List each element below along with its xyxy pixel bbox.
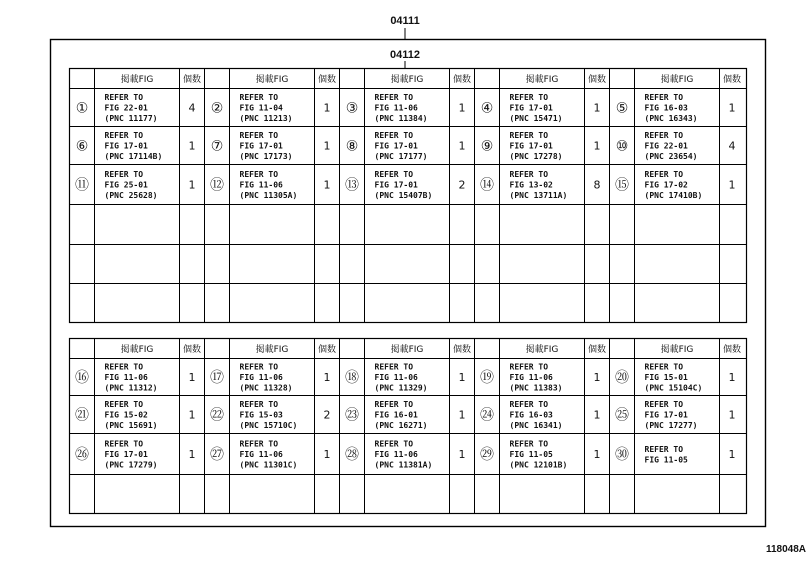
entry-reference-line: REFER TO bbox=[509, 170, 549, 179]
entry-reference-line: (PNC 16341) bbox=[509, 421, 563, 430]
entry-reference-line: (PNC 25628) bbox=[104, 191, 158, 200]
entry-number: ㉓ bbox=[345, 407, 359, 424]
entry-number: ⑮ bbox=[615, 177, 629, 194]
header-qty-label: 個数 bbox=[722, 345, 742, 355]
entry-reference-line: FIG 11-05 bbox=[509, 450, 553, 459]
entry-quantity: 1 bbox=[458, 371, 466, 384]
entry-quantity: 2 bbox=[458, 178, 466, 192]
entry-reference-line: REFER TO bbox=[239, 439, 279, 449]
entry-reference-line: FIG 15-02 bbox=[104, 410, 148, 420]
entry-reference-line: REFER TO bbox=[644, 93, 684, 102]
header-qty-label: 個数 bbox=[182, 75, 202, 85]
table-entry bbox=[346, 93, 466, 123]
entry-reference-line: (PNC 23654) bbox=[644, 152, 698, 161]
entry-number: ⑨ bbox=[480, 138, 494, 155]
table-entry bbox=[480, 363, 601, 393]
entry-reference-line: FIG 17-01 bbox=[374, 180, 418, 190]
table-entry bbox=[616, 131, 736, 161]
entry-quantity: 1 bbox=[593, 101, 601, 115]
entry-reference-line: FIG 11-06 bbox=[374, 373, 418, 382]
table-entry bbox=[480, 170, 601, 200]
tables-layer bbox=[70, 69, 747, 514]
entry-reference-line: FIG 22-01 bbox=[104, 103, 148, 113]
entry-quantity: 1 bbox=[458, 139, 466, 153]
entry-number: ⑬ bbox=[345, 177, 359, 194]
entry-reference-line: (PNC 15691) bbox=[104, 421, 158, 430]
entry-quantity: 1 bbox=[593, 408, 601, 422]
entry-number: ⑳ bbox=[615, 370, 629, 386]
entry-number: ⑭ bbox=[480, 177, 494, 194]
header-qty-label: 個数 bbox=[587, 345, 607, 355]
entry-number: ㉕ bbox=[615, 407, 629, 424]
entry-number: ㉖ bbox=[75, 447, 89, 463]
entry-quantity: 1 bbox=[728, 101, 736, 115]
entry-reference-line: (PNC 17277) bbox=[644, 421, 698, 430]
header-fig-label: 掲載FIG bbox=[255, 345, 289, 355]
table-entry bbox=[210, 170, 331, 200]
entry-reference-line: (PNC 11328) bbox=[239, 383, 293, 393]
entry-reference-line: REFER TO bbox=[239, 93, 279, 102]
entry-reference-line: (PNC 12101B) bbox=[509, 460, 568, 470]
entry-reference-line: FIG 17-01 bbox=[509, 103, 553, 113]
table-entry bbox=[480, 440, 601, 470]
entry-reference-line: FIG 25-01 bbox=[104, 180, 148, 190]
entry-number: ⑰ bbox=[210, 370, 224, 386]
entry-quantity: 1 bbox=[728, 408, 736, 422]
table-entry bbox=[481, 131, 601, 161]
header-qty-label: 個数 bbox=[587, 75, 607, 85]
table-entry bbox=[76, 131, 196, 161]
table-entry bbox=[75, 363, 196, 393]
entry-number: ⑯ bbox=[75, 370, 89, 386]
table-entry bbox=[210, 400, 331, 430]
header-qty-label: 個数 bbox=[317, 75, 337, 85]
entry-quantity: 1 bbox=[593, 371, 601, 384]
entry-reference-line: FIG 11-06 bbox=[509, 373, 553, 382]
entry-reference-line: (PNC 17279) bbox=[104, 460, 158, 470]
entry-reference-line: REFER TO bbox=[374, 400, 414, 409]
header-fig-label: 掲載FIG bbox=[660, 75, 694, 85]
table-entry bbox=[346, 131, 466, 161]
table-entry bbox=[345, 440, 466, 470]
entry-reference-line: FIG 11-06 bbox=[239, 180, 283, 190]
entry-quantity: 1 bbox=[728, 178, 736, 192]
entry-quantity: 1 bbox=[458, 408, 466, 422]
entry-quantity: 1 bbox=[188, 178, 196, 192]
entry-reference-line: REFER TO bbox=[374, 93, 414, 102]
entry-reference-line: FIG 17-01 bbox=[374, 141, 418, 151]
parts-table-1 bbox=[70, 69, 747, 323]
entry-reference-line: REFER TO bbox=[644, 400, 684, 409]
entry-number: ㉔ bbox=[480, 407, 494, 424]
entry-reference-line: REFER TO bbox=[509, 362, 549, 372]
entry-reference-line: FIG 16-01 bbox=[374, 410, 418, 420]
entry-reference-line: REFER TO bbox=[644, 170, 684, 179]
entry-quantity: 1 bbox=[728, 448, 736, 461]
entry-reference-line: FIG 11-06 bbox=[239, 373, 283, 382]
entry-reference-line: FIG 13-02 bbox=[509, 180, 553, 190]
entry-reference-line: REFER TO bbox=[239, 362, 279, 372]
entry-reference-line: FIG 15-01 bbox=[644, 373, 688, 382]
entry-reference-line: REFER TO bbox=[104, 170, 144, 179]
entry-number: ㉘ bbox=[345, 447, 359, 463]
illustration-id: 118048A bbox=[765, 544, 806, 555]
entry-reference-line: (PNC 17410B) bbox=[644, 191, 703, 200]
entry-reference-line: FIG 17-01 bbox=[104, 450, 148, 459]
entry-quantity: 1 bbox=[188, 408, 196, 422]
entry-number: ⑱ bbox=[345, 370, 359, 386]
header-qty-label: 個数 bbox=[317, 345, 337, 355]
entry-reference-line: (PNC 11177) bbox=[104, 114, 158, 123]
table-entry bbox=[75, 400, 196, 430]
entry-reference-line: FIG 11-06 bbox=[374, 103, 418, 113]
entry-quantity: 8 bbox=[593, 178, 601, 192]
entry-reference-line: (PNC 11305A) bbox=[239, 191, 298, 200]
table-entry bbox=[615, 170, 736, 200]
entry-reference-line: FIG 17-01 bbox=[509, 141, 553, 151]
header-fig-label: 掲載FIG bbox=[120, 75, 154, 85]
entry-number: ㉗ bbox=[210, 447, 224, 463]
entry-number: ⑥ bbox=[75, 138, 89, 155]
entry-reference-line: REFER TO bbox=[644, 131, 684, 140]
entry-reference-line: REFER TO bbox=[104, 400, 144, 409]
entry-reference-line: (PNC 16271) bbox=[374, 421, 428, 430]
entry-number: ⑤ bbox=[615, 100, 629, 117]
entry-reference-line: FIG 17-02 bbox=[644, 180, 688, 190]
entry-reference-line: (PNC 11383) bbox=[509, 383, 563, 393]
entry-number: ⑪ bbox=[75, 177, 89, 194]
entry-number: ㉚ bbox=[615, 447, 629, 463]
entry-reference-line: FIG 16-03 bbox=[644, 103, 688, 113]
entry-reference-line: REFER TO bbox=[239, 131, 279, 140]
entry-number: ④ bbox=[480, 100, 494, 117]
header-fig-label: 掲載FIG bbox=[255, 75, 289, 85]
entry-reference-line: (PNC 15471) bbox=[509, 114, 563, 123]
entry-reference-line: (PNC 17173) bbox=[239, 152, 293, 161]
table-entry bbox=[75, 170, 196, 200]
parts-table-2 bbox=[70, 339, 747, 514]
entry-reference-line: REFER TO bbox=[374, 131, 414, 140]
entry-reference-line: REFER TO bbox=[509, 131, 549, 140]
header-fig-label: 掲載FIG bbox=[525, 345, 559, 355]
entry-quantity: 4 bbox=[188, 101, 196, 115]
entry-reference-line: FIG 11-06 bbox=[104, 373, 148, 382]
entry-reference-line: FIG 17-01 bbox=[239, 141, 283, 151]
entry-reference-line: FIG 15-03 bbox=[239, 410, 283, 420]
header-fig-label: 掲載FIG bbox=[390, 75, 424, 85]
entry-reference-line: FIG 17-01 bbox=[104, 141, 148, 151]
entry-reference-line: REFER TO bbox=[104, 439, 144, 449]
header-fig-label: 掲載FIG bbox=[120, 345, 154, 355]
entry-reference-line: (PNC 13711A) bbox=[509, 191, 568, 200]
table-entry bbox=[345, 363, 466, 393]
table-entry bbox=[210, 363, 331, 393]
entry-reference-line: REFER TO bbox=[509, 93, 549, 102]
entry-number: ⑦ bbox=[210, 138, 224, 155]
entry-number: ㉙ bbox=[480, 447, 494, 463]
table-entry bbox=[345, 170, 466, 200]
entry-quantity: 1 bbox=[188, 448, 196, 461]
entry-reference-line: REFER TO bbox=[644, 444, 684, 454]
entry-quantity: 1 bbox=[323, 448, 331, 461]
entry-reference-line: (PNC 16343) bbox=[644, 114, 698, 123]
table-entry bbox=[211, 131, 331, 161]
entry-number: ① bbox=[75, 100, 89, 117]
entry-reference-line: FIG 16-03 bbox=[509, 410, 553, 420]
entry-quantity: 4 bbox=[728, 139, 736, 153]
entry-reference-line: REFER TO bbox=[104, 93, 144, 102]
table-entry bbox=[345, 400, 466, 430]
table-entry bbox=[210, 440, 331, 470]
entry-reference-line: FIG 11-06 bbox=[374, 450, 418, 459]
entry-reference-line: (PNC 11384) bbox=[374, 114, 428, 123]
entry-quantity: 1 bbox=[323, 371, 331, 384]
entry-quantity: 2 bbox=[323, 408, 331, 422]
entry-quantity: 1 bbox=[323, 139, 331, 153]
entry-reference-line: (PNC 17177) bbox=[374, 152, 428, 161]
entry-reference-line: FIG 11-05 bbox=[644, 455, 688, 465]
entry-number: ⑩ bbox=[615, 138, 629, 155]
entry-reference-line: (PNC 17278) bbox=[509, 152, 563, 161]
entry-reference-line: REFER TO bbox=[104, 131, 144, 140]
header-fig-label: 掲載FIG bbox=[390, 345, 424, 355]
entry-quantity: 1 bbox=[458, 101, 466, 115]
entry-quantity: 1 bbox=[188, 139, 196, 153]
entry-quantity: 1 bbox=[323, 101, 331, 115]
table-entry bbox=[481, 93, 601, 123]
entry-reference-line: FIG 11-06 bbox=[239, 450, 283, 459]
entry-reference-line: (PNC 11329) bbox=[374, 383, 428, 393]
entry-reference-line: (PNC 15710C) bbox=[239, 421, 298, 430]
entry-reference-line: (PNC 17114B) bbox=[104, 152, 163, 161]
header-qty-label: 個数 bbox=[452, 75, 472, 85]
entry-reference-line: REFER TO bbox=[374, 362, 414, 372]
entry-reference-line: REFER TO bbox=[374, 439, 414, 449]
entry-reference-line: REFER TO bbox=[509, 439, 549, 449]
header-qty-label: 個数 bbox=[722, 75, 742, 85]
entry-reference-line: (PNC 15104C) bbox=[644, 383, 703, 393]
entry-reference-line: REFER TO bbox=[374, 170, 414, 179]
entry-number: ② bbox=[210, 100, 224, 117]
entry-number: ㉒ bbox=[210, 407, 224, 424]
header-qty-label: 個数 bbox=[182, 345, 202, 355]
entry-quantity: 1 bbox=[188, 371, 196, 384]
entry-reference-line: FIG 17-01 bbox=[644, 410, 688, 420]
header-fig-label: 掲載FIG bbox=[660, 345, 694, 355]
entry-reference-line: (PNC 11312) bbox=[104, 383, 158, 393]
entry-quantity: 1 bbox=[593, 139, 601, 153]
entry-reference-line: REFER TO bbox=[104, 362, 144, 372]
entry-number: ③ bbox=[345, 100, 359, 117]
entry-reference-line: REFER TO bbox=[509, 400, 549, 409]
header-qty-label: 個数 bbox=[452, 345, 472, 355]
outer-group-code: 04111 bbox=[390, 15, 420, 27]
entry-reference-line: (PNC 11301C) bbox=[239, 460, 298, 470]
entry-quantity: 1 bbox=[323, 178, 331, 192]
entry-number: ⑲ bbox=[480, 370, 494, 386]
entry-number: ㉑ bbox=[75, 407, 89, 424]
table-entry bbox=[615, 400, 736, 430]
entry-reference-line: (PNC 15407B) bbox=[374, 191, 433, 200]
inner-group-code: 04112 bbox=[390, 49, 420, 61]
entry-number: ⑫ bbox=[210, 177, 224, 194]
entry-quantity: 1 bbox=[458, 448, 466, 461]
table-entry bbox=[76, 93, 196, 123]
table-entry bbox=[615, 445, 736, 465]
header-fig-label: 掲載FIG bbox=[525, 75, 559, 85]
entry-reference-line: (PNC 11381A) bbox=[374, 460, 433, 470]
table-entry bbox=[211, 93, 331, 123]
entry-reference-line: REFER TO bbox=[239, 170, 279, 179]
entry-number: ⑧ bbox=[345, 138, 359, 155]
table-entry bbox=[615, 363, 736, 393]
entry-reference-line: FIG 11-04 bbox=[239, 103, 283, 113]
entry-quantity: 1 bbox=[728, 371, 736, 384]
entry-reference-line: FIG 22-01 bbox=[644, 141, 688, 151]
table-entry bbox=[616, 93, 736, 123]
entry-reference-line: (PNC 11213) bbox=[239, 114, 293, 123]
table-entry bbox=[480, 400, 601, 430]
entry-quantity: 1 bbox=[593, 448, 601, 461]
entry-reference-line: REFER TO bbox=[239, 400, 279, 409]
entry-reference-line: REFER TO bbox=[644, 362, 684, 372]
table-entry bbox=[75, 440, 196, 470]
